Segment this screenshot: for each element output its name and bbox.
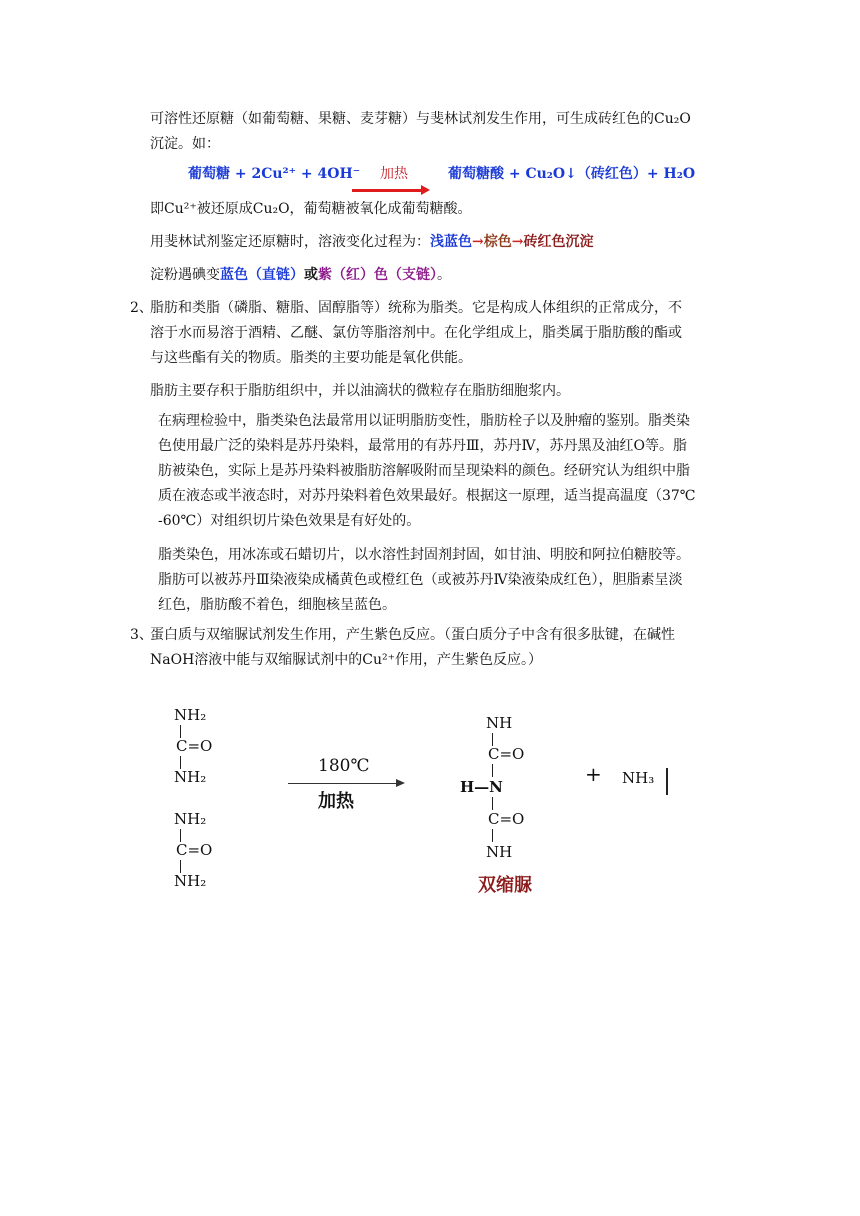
- starch-blue: 蓝色（直链）: [220, 267, 304, 283]
- arrow-1: →: [472, 234, 484, 250]
- arrow-2: →: [511, 234, 524, 250]
- biuret-hn: H—N: [460, 778, 503, 796]
- explain-line: 即Cu²⁺被还原成Cu₂O，葡萄糖被氧化成葡萄糖酸。: [150, 201, 472, 217]
- plus-sign: +: [585, 762, 602, 786]
- stain-p1-line: -60℃）对组织切片染色效果是有好处的。: [158, 513, 421, 529]
- equation-condition: 加热: [380, 166, 408, 182]
- color-brick-red: 砖红色沉淀: [523, 234, 594, 250]
- heat-label: 加热: [318, 791, 354, 812]
- color-brown: 棕色: [483, 234, 512, 250]
- starch-or: 或: [304, 267, 318, 283]
- biuret-carbonyl-bottom: C=O: [488, 810, 525, 828]
- fat-storage: 脂肪主要存积于脂肪组织中，并以油滴状的微粒存在脂肪细胞浆内。: [150, 383, 570, 399]
- stain-p2-line: 红色，脂肪酸不着色，细胞核呈蓝色。: [158, 597, 396, 613]
- stain-p2-line: 脂肪可以被苏丹Ⅲ染液染成橘黄色或橙红色（或被苏丹Ⅳ染液染成红色），胆脂素呈淡: [158, 572, 683, 588]
- stain-p2-line: 脂类染色，用冰冻或石蜡切片，以水溶性封固剂封固，如甘油、明胶和阿拉伯糖胶等。: [158, 547, 690, 563]
- protein-line-2: NaOH溶液中能与双缩脲试剂中的Cu²⁺作用，产生紫色反应。）: [150, 652, 543, 668]
- urea1-nh2-top: NH₂: [174, 706, 207, 724]
- lipid-line-3: 与这些酯有关的物质。脂类的主要功能是氧化供能。: [150, 350, 472, 366]
- fehling-prefix: 用斐林试剂鉴定还原糖时，溶液变化过程为：: [150, 234, 430, 250]
- ammonia-label: NH₃: [622, 769, 655, 787]
- stain-p1-line: 色使用最广泛的染料是苏丹染料，最常用的有苏丹Ⅲ，苏丹Ⅳ，苏丹黑及油红O等。脂: [158, 438, 687, 454]
- section-2-number: 2、: [130, 300, 153, 316]
- urea1-nh2-bottom: NH₂: [174, 768, 207, 786]
- starch-end: 。: [437, 267, 451, 283]
- reaction-arrow-icon: [352, 189, 422, 192]
- stain-p1-line: 肪被染色，实际上是苏丹染料被脂肪溶解吸附而呈现染料的颜色。经研究认为组织中脂: [158, 463, 690, 479]
- urea2-nh2-top: NH₂: [174, 810, 207, 828]
- intro-line-2: 沉淀。如：: [150, 136, 220, 152]
- arrow-head-icon: [396, 779, 405, 787]
- urea2-nh2-bottom: NH₂: [174, 872, 207, 890]
- starch-prefix: 淀粉遇碘变: [150, 267, 220, 283]
- temperature-label: 180℃: [318, 756, 370, 776]
- urea1-carbonyl: C=O: [176, 737, 213, 755]
- biuret-nh-bottom: NH: [486, 843, 513, 861]
- stain-p1-line: 质在液态或半液态时，对苏丹染料着色效果最好。根据这一原理，适当提高温度（37℃: [158, 488, 696, 504]
- biuret-product-label: 双缩脲: [478, 875, 532, 896]
- stain-p1-line: 在病理检验中，脂类染色法最常用以证明脂肪变性，脂肪栓子以及肿瘤的鉴别。脂类染: [158, 413, 690, 429]
- arrow-line: [288, 783, 398, 784]
- intro-line-1: 可溶性还原糖（如葡萄糖、果糖、麦芽糖）与斐林试剂发生作用，可生成砖红色的Cu₂O: [150, 111, 691, 127]
- glucose-equation: [188, 163, 696, 183]
- biuret-carbonyl-top: C=O: [488, 745, 525, 763]
- bond-line: [492, 764, 493, 777]
- starch-line: [150, 263, 740, 288]
- bond-line: [492, 829, 493, 842]
- section-3-number: 3、: [130, 627, 153, 643]
- equation-left: 葡萄糖 + 2Cu²⁺ + 4OH⁻: [188, 166, 361, 182]
- urea2-carbonyl: C=O: [176, 841, 213, 859]
- protein-line-1: 蛋白质与双缩脲试剂发生作用，产生紫色反应。（蛋白质分子中含有很多肽键，在碱性: [150, 627, 675, 643]
- biuret-nh-top: NH: [486, 714, 513, 732]
- starch-purple: 紫（红）色（支链）: [318, 267, 437, 283]
- bond-line: [492, 797, 493, 810]
- lipid-line-2: 溶于水而易溶于酒精、乙醚、氯仿等脂溶剂中。在化学组成上，脂类属于脂肪酸的酯或: [150, 325, 682, 341]
- lipid-line-1: 脂肪和类脂（磷脂、糖脂、固醇脂等）统称为脂类。它是构成人体组织的正常成分，不: [150, 300, 682, 316]
- equation-right: 葡萄糖酸 + Cu₂O↓（砖红色）+ H₂O: [448, 166, 696, 182]
- fehling-line: [150, 230, 740, 255]
- color-light-blue: 浅蓝色: [430, 234, 472, 250]
- gas-up-arrow-icon: [666, 768, 668, 795]
